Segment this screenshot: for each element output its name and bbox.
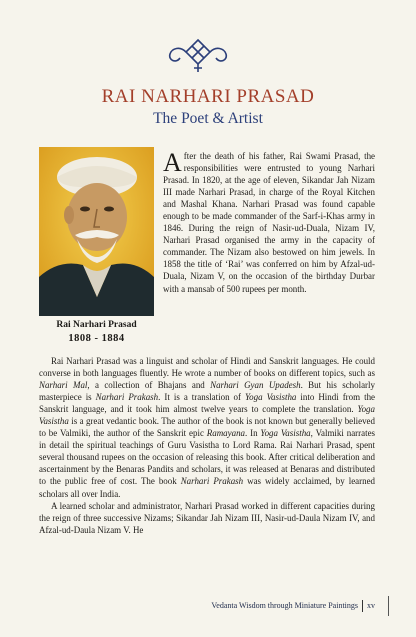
portrait-caption-years: 1808 - 1884 bbox=[68, 333, 125, 344]
paragraph-scholarship bbox=[39, 355, 375, 500]
text-run: . But his scholarly masterpiece is bbox=[39, 380, 375, 403]
book-title-ramayana: Ramayana bbox=[206, 428, 246, 439]
book-title-narhari-mal: Narhari Mal bbox=[39, 380, 88, 391]
book-title-narhari-gyan-upadesh: Narhari Gyan Upadesh bbox=[210, 380, 301, 391]
page-footer bbox=[211, 600, 375, 612]
drop-cap: A bbox=[163, 148, 182, 177]
book-title-yoga-vasistha: Yoga Vasistha bbox=[260, 428, 311, 439]
text-run: . In bbox=[245, 428, 261, 439]
text-run: is a great vedantic book. The author of the book is not known but generally believed to be Valmiki, the author of the Sanskrit epic bbox=[39, 416, 375, 439]
book-title-yoga-vasistha: Yoga Vasistha bbox=[245, 392, 297, 403]
book-title-yoga-vasistha: Yoga Vasistha bbox=[39, 404, 375, 427]
intro-text: fter the death of his father, Rai Swami Prasad, the responsibilities were entrusted to young Narhari Prasad. In 1820, at the age of eleven, Sikandar Jah Nizam III made Narhari Prasad, in charge of the Royal Kitchen and Mashal Khana. Narhari Prasad was found capable enough to be made commander of the Sarf-i-Khas army in 1846. During the reign of Nasir-ud-Duala, Nizam IV, Narhari Prasad organised the army in the capacity of commander. The Nizam also bestowed on him jewels. In 1858 the title of ‘Rai’ was conferred on him by Afzal-ud-Duala, Nizam V, on the occasion of the birthday Durbar with a mansab of 500 rupees per month. bbox=[163, 151, 375, 294]
book-title-narhari-prakash: Narhari Prakash bbox=[180, 476, 244, 487]
portrait-caption-name: Rai Narhari Prasad bbox=[56, 320, 137, 330]
page-subtitle: The Poet & Artist bbox=[153, 110, 263, 127]
intro-paragraph bbox=[163, 150, 375, 295]
page-number: xv bbox=[367, 600, 375, 610]
page-title: RAI NARHARI PRASAD bbox=[101, 86, 315, 107]
footer-separator bbox=[362, 600, 363, 612]
text-run: Rai Narhari Prasad was a linguist and scholar of Hindi and Sanskrit languages. He could converse in both languages fluently. He wrote a number of books on different topics, such as bbox=[39, 356, 375, 379]
body-text bbox=[39, 355, 375, 536]
text-run: was widely acclaimed, by learned scholars all over India. bbox=[39, 476, 376, 499]
paragraph-administrator: A learned scholar and administrator, Narhari Prasad worked in different capacities during the reign of three successive Nizams; Sikandar Jah Nizam III, Nasir-ud-Daula Nizam IV, and Afzal-ud-Daula Nizam V. He bbox=[39, 500, 375, 535]
book-title-narhari-prakash: Narhari Prakash bbox=[95, 392, 159, 403]
text-run: . It is a translation of bbox=[158, 392, 246, 403]
portrait-painting bbox=[39, 147, 154, 316]
knot-ornament-icon bbox=[166, 36, 230, 76]
text-run: , a collection of Bhajans and bbox=[87, 380, 211, 391]
footer-divider bbox=[388, 596, 389, 616]
text-run: into Hindi from the Sanskrit language, and it took him almost twelve years to complete the translation. bbox=[39, 392, 376, 415]
running-title: Vedanta Wisdom through Miniature Paintings bbox=[211, 600, 358, 610]
text-run: , Valmiki narrates in detail the spiritual teachings of Guru Vasistha to Lord Rama. Rai Narhari Prasad, spent several thousand rupees on the occasion of releasing this book. After critical deliberation and ascertainment by the Benaras Pandits and scholars, it was released at Benaras and distributed to the public free of cost. The book bbox=[39, 428, 376, 487]
